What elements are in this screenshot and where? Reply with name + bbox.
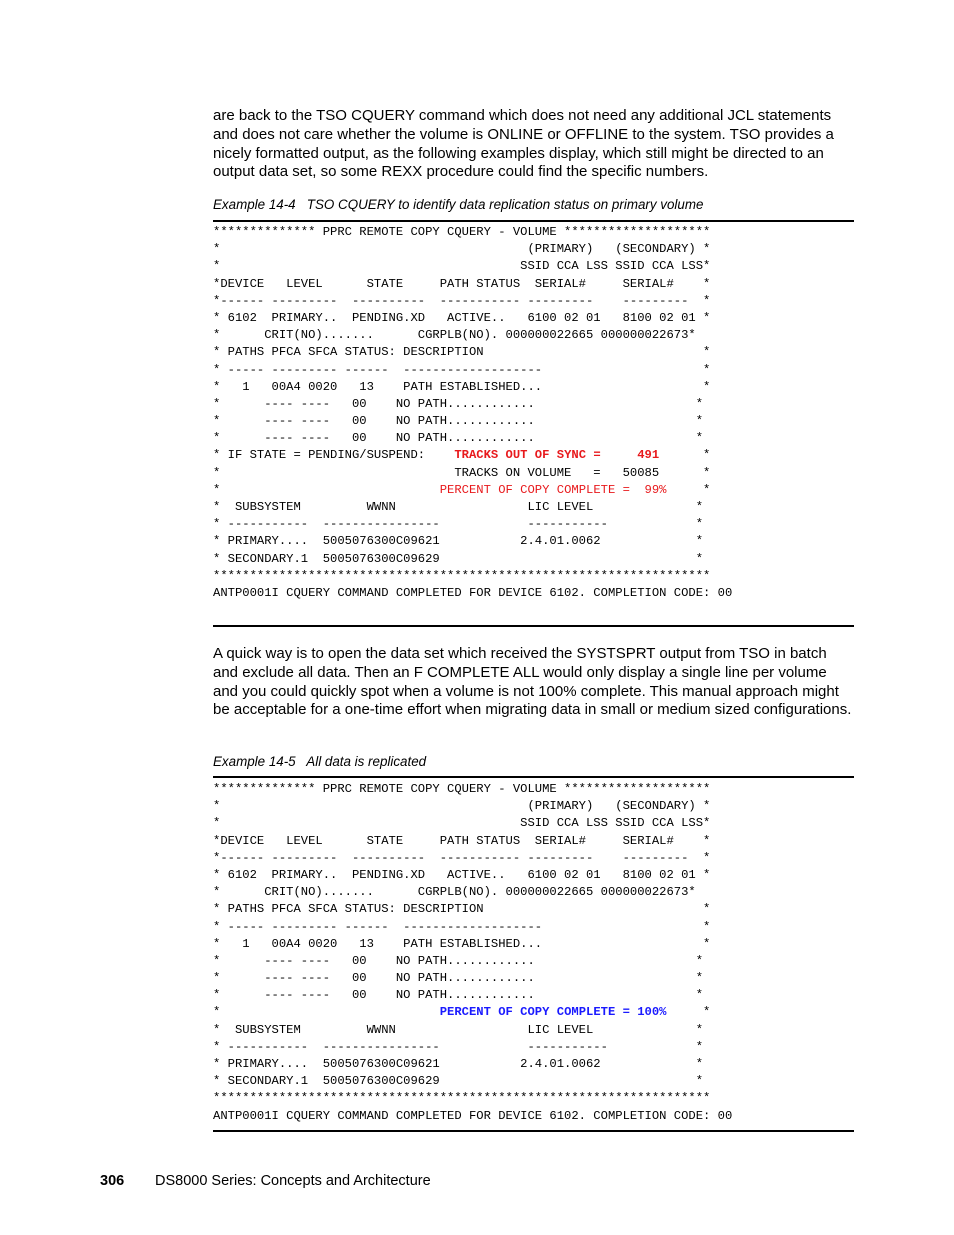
- page-footer: [100, 1173, 431, 1189]
- code-line: * TRACKS ON VOLUME = 50085 *: [213, 465, 711, 480]
- code-line: * PATHS PFCA SFCA STATUS: DESCRIPTION *: [213, 345, 711, 360]
- code-line: * SSID CCA LSS SSID CCA LSS*: [213, 816, 711, 831]
- code-line: * SSID CCA LSS SSID CCA LSS*: [213, 259, 711, 274]
- code-line: * 1 00A4 0020 13 PATH ESTABLISHED... *: [213, 379, 711, 394]
- code-line-percent-complete: [213, 482, 732, 499]
- code-line: * ---- ---- 00 NO PATH............ *: [213, 971, 704, 986]
- example-14-4-code-listing: [213, 224, 732, 602]
- code-line-prefix: *: [213, 482, 440, 497]
- code-line: * SECONDARY.1 5005076300C09629 *: [213, 551, 704, 566]
- code-line: * SUBSYSTEM WWNN LIC LEVEL *: [213, 500, 704, 514]
- code-line: * ---- ---- 00 NO PATH............ *: [213, 988, 704, 1003]
- code-line: * ---- ---- 00 NO PATH............ *: [213, 431, 704, 446]
- code-line: ********************************************************************: [213, 568, 711, 583]
- code-line-percent-complete: [213, 1004, 732, 1021]
- code-line: ********************************************************************: [213, 1091, 711, 1106]
- percent-complete-highlight: PERCENT OF COPY COMPLETE = 100%: [439, 1005, 667, 1020]
- code-line: * ----------- ---------------- ----------- *: [213, 517, 704, 532]
- code-line: * ----- --------- ------ ------------------- *: [213, 919, 711, 934]
- code-line: * CRIT(NO)....... CGRPLB(NO). 000000022665 000000022673*: [213, 885, 696, 900]
- code-line: * CRIT(NO)....... CGRPLB(NO). 000000022665 000000022673*: [213, 328, 696, 343]
- code-line: * 6102 PRIMARY.. PENDING.XD ACTIVE.. 6100 02 01 8100 02 01 *: [213, 310, 711, 325]
- example-14-5-code-listing: [213, 781, 732, 1125]
- code-line: * PRIMARY.... 5005076300C09621 2.4.01.0062 *: [213, 534, 704, 549]
- code-line-suffix: *: [666, 1005, 711, 1020]
- percent-complete-highlight: PERCENT OF COPY COMPLETE = 99%: [439, 482, 667, 497]
- code-line: * ---- ---- 00 NO PATH............ *: [213, 953, 704, 968]
- code-line: ANTP0001I CQUERY COMMAND COMPLETED FOR DEVICE 6102. COMPLETION CODE: 00: [213, 585, 733, 600]
- code-line: * PATHS PFCA SFCA STATUS: DESCRIPTION *: [213, 902, 711, 917]
- code-line-suffix: *: [666, 482, 711, 497]
- example-14-5-caption: Example 14-5 All data is replicated: [213, 754, 427, 769]
- code-line: * ---- ---- 00 NO PATH............ *: [213, 414, 704, 429]
- code-line: * ----- --------- ------ ------------------- *: [213, 362, 711, 377]
- intro-paragraph: are back to the TSO CQUERY command which does not need any additional JCL statements and does not care whether the volume is ONLINE or OFFLINE to the system. TSO provides a nicely formatted output, as the following examples display, which still might be directed to an output data set, so some REXX procedure could find the specific numbers.: [213, 107, 834, 181]
- code-line-prefix: * IF STATE = PENDING/SUSPEND:: [213, 448, 455, 463]
- code-line-tracks-out-of-sync: [213, 447, 732, 464]
- code-line: * SECONDARY.1 5005076300C09629 *: [213, 1074, 704, 1089]
- tracks-out-of-sync-highlight: TRACKS OUT OF SYNC = 491: [454, 448, 660, 463]
- page-number: 306: [100, 1173, 125, 1189]
- code-line: * 1 00A4 0020 13 PATH ESTABLISHED... *: [213, 936, 711, 951]
- example-14-5-top-rule: [213, 776, 854, 778]
- code-line-suffix: *: [659, 448, 711, 463]
- code-line: * (PRIMARY) (SECONDARY) *: [213, 799, 711, 814]
- code-line: ************** PPRC REMOTE COPY CQUERY - VOLUME ********************: [213, 782, 711, 796]
- code-line: ANTP0001I CQUERY COMMAND COMPLETED FOR DEVICE 6102. COMPLETION CODE: 00: [213, 1108, 733, 1123]
- code-line: ************** PPRC REMOTE COPY CQUERY - VOLUME ********************: [213, 225, 711, 239]
- code-line: * PRIMARY.... 5005076300C09621 2.4.01.0062 *: [213, 1057, 704, 1071]
- code-line: *------ --------- ---------- ----------- --------- --------- *: [213, 293, 711, 308]
- code-line: *DEVICE LEVEL STATE PATH STATUS SERIAL# SERIAL# *: [213, 833, 711, 848]
- middle-paragraph: A quick way is to open the data set which received the SYSTSPRT output from TSO in batch and exclude all data. Then an F COMPLETE ALL would only display a single line per volume and you could quickly spot when a volume is not 100% complete. This manual approach might be acceptable for a one-time effort when migrating data in small or medium sized configurations.: [213, 645, 852, 719]
- code-line: *------ --------- ---------- ----------- --------- --------- *: [213, 850, 711, 865]
- code-line: * 6102 PRIMARY.. PENDING.XD ACTIVE.. 6100 02 01 8100 02 01 *: [213, 867, 711, 882]
- code-line: * SUBSYSTEM WWNN LIC LEVEL *: [213, 1022, 704, 1037]
- code-line: *DEVICE LEVEL STATE PATH STATUS SERIAL# SERIAL# *: [213, 276, 711, 291]
- code-line: * (PRIMARY) (SECONDARY) *: [213, 242, 711, 257]
- example-14-4-caption: Example 14-4 TSO CQUERY to identify data replication status on primary volume: [213, 197, 704, 212]
- code-line: * ---- ---- 00 NO PATH............ *: [213, 396, 704, 411]
- code-line: * ----------- ---------------- ----------- *: [213, 1039, 704, 1054]
- example-14-5-bottom-rule: [213, 1130, 854, 1132]
- book-title: DS8000 Series: Concepts and Architecture: [155, 1173, 431, 1189]
- code-line-prefix: *: [213, 1005, 440, 1020]
- example-14-4-top-rule: [213, 220, 854, 222]
- example-14-4-bottom-rule: [213, 625, 854, 627]
